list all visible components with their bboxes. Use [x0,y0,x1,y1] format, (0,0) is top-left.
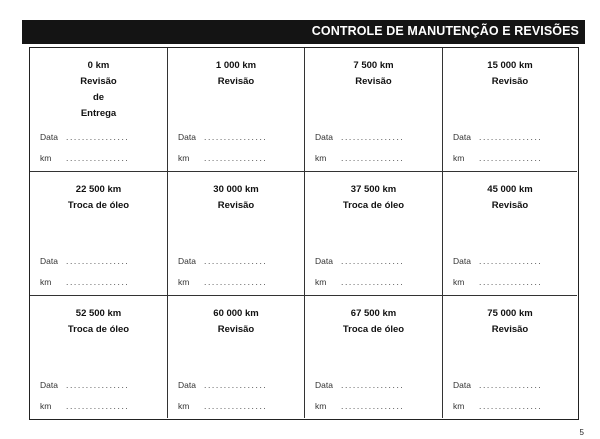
km-field-dotted-line: ................ [479,153,543,163]
mileage-label: 75 000 km [487,308,533,319]
date-field-label: Data [453,256,471,266]
service-label: Troca de óleo [67,324,130,335]
km-field[interactable] [453,153,569,163]
date-field[interactable] [453,132,569,142]
km-field-dotted-line: ................ [66,153,130,163]
date-field[interactable] [178,256,296,266]
date-field-label: Data [40,256,58,266]
date-field-dotted-line: ................ [479,380,543,390]
km-field-label: km [315,277,327,287]
service-label: Revisão [355,76,392,87]
mileage-label: 0 km [87,60,110,71]
date-field-dotted-line: ................ [341,132,405,142]
km-field[interactable] [453,277,569,287]
page-title: CONTROLE DE MANUTENÇÃO E REVISÕES [311,24,579,38]
date-field-dotted-line: ................ [204,132,268,142]
mileage-label: 7 500 km [353,60,394,71]
km-field-label: km [40,277,52,287]
service-label: Revisão [217,324,255,335]
km-field-label: km [453,401,465,411]
mileage-label: 15 000 km [487,60,533,71]
date-field-label: Data [40,132,58,142]
date-field[interactable] [315,256,434,266]
cell-heading [443,306,577,338]
maintenance-cell [305,172,443,296]
mileage-label: 1 000 km [215,60,257,71]
km-field-label: km [40,401,52,411]
km-field-label: km [178,401,190,411]
cell-heading [443,182,577,214]
maintenance-cell [30,172,168,296]
service-label: Revisão [217,200,255,211]
date-field[interactable] [40,256,159,266]
maintenance-cell [443,172,577,296]
km-field[interactable] [315,277,434,287]
maintenance-cell [305,48,443,172]
km-field-dotted-line: ................ [204,401,268,411]
date-field-label: Data [315,132,333,142]
km-field-dotted-line: ................ [479,277,543,287]
date-field-label: Data [315,380,333,390]
mileage-label: 37 500 km [350,184,397,195]
service-label: Troca de óleo [342,324,405,335]
mileage-label: 60 000 km [213,308,259,319]
service-label: Revisão [491,324,529,335]
maintenance-cell [168,48,305,172]
date-field[interactable] [453,256,569,266]
date-field-dotted-line: ................ [341,256,405,266]
km-field-label: km [453,153,465,163]
service-label: de [92,92,105,103]
km-field-label: km [315,153,327,163]
date-field-label: Data [178,380,196,390]
date-field-label: Data [178,256,196,266]
date-field[interactable] [178,380,296,390]
km-field-dotted-line: ................ [341,153,405,163]
maintenance-cell [443,296,577,418]
cell-heading [305,58,442,90]
date-field-dotted-line: ................ [204,256,268,266]
cell-heading [168,58,304,90]
km-field-dotted-line: ................ [204,277,268,287]
mileage-label: 22 500 km [75,184,122,195]
cell-heading [168,306,304,338]
km-field-dotted-line: ................ [66,277,130,287]
date-field-dotted-line: ................ [204,380,268,390]
cell-heading [30,182,167,214]
date-field-dotted-line: ................ [341,380,405,390]
km-field[interactable] [178,153,296,163]
mileage-label: 67 500 km [350,308,397,319]
mileage-label: 30 000 km [213,184,259,195]
km-field-dotted-line: ................ [66,401,130,411]
mileage-label: 45 000 km [487,184,533,195]
date-field-dotted-line: ................ [479,132,543,142]
date-field[interactable] [178,132,296,142]
km-field-label: km [40,153,52,163]
page-number: 5 [579,428,584,437]
cell-heading [443,58,577,90]
km-field[interactable] [315,401,434,411]
service-label: Revisão [217,76,255,87]
cell-heading [168,182,304,214]
service-label: Revisão [491,200,529,211]
km-field[interactable] [178,401,296,411]
service-label: Revisão [491,76,529,87]
date-field-label: Data [40,380,58,390]
km-field-label: km [178,277,190,287]
maintenance-cell [168,172,305,296]
km-field-dotted-line: ................ [341,401,405,411]
date-field[interactable] [40,380,159,390]
km-field-dotted-line: ................ [204,153,268,163]
date-field-dotted-line: ................ [66,380,130,390]
km-field[interactable] [315,153,434,163]
km-field-label: km [453,277,465,287]
service-label: Revisão [80,76,117,87]
cell-heading [30,306,167,338]
date-field-label: Data [315,256,333,266]
km-field[interactable] [40,153,159,163]
cell-heading [30,58,167,122]
date-field-label: Data [453,380,471,390]
maintenance-grid [29,47,579,420]
cell-heading [305,182,442,214]
service-label: Troca de óleo [342,200,405,211]
km-field-dotted-line: ................ [341,277,405,287]
km-field-label: km [178,153,190,163]
date-field[interactable] [315,380,434,390]
header-bar [22,20,585,44]
maintenance-cell [168,296,305,418]
km-field[interactable] [40,401,159,411]
date-field-dotted-line: ................ [479,256,543,266]
km-field-dotted-line: ................ [479,401,543,411]
maintenance-cell [30,296,168,418]
km-field-label: km [315,401,327,411]
km-field[interactable] [40,277,159,287]
date-field-dotted-line: ................ [66,132,130,142]
date-field-dotted-line: ................ [66,256,130,266]
maintenance-cell [305,296,443,418]
service-label: Troca de óleo [67,200,130,211]
date-field[interactable] [453,380,569,390]
date-field-label: Data [453,132,471,142]
km-field[interactable] [178,277,296,287]
cell-heading [305,306,442,338]
mileage-label: 52 500 km [75,308,122,319]
service-label: Entrega [80,108,117,119]
maintenance-cell [30,48,168,172]
date-field-label: Data [178,132,196,142]
date-field[interactable] [40,132,159,142]
km-field[interactable] [453,401,569,411]
date-field[interactable] [315,132,434,142]
maintenance-cell [443,48,577,172]
